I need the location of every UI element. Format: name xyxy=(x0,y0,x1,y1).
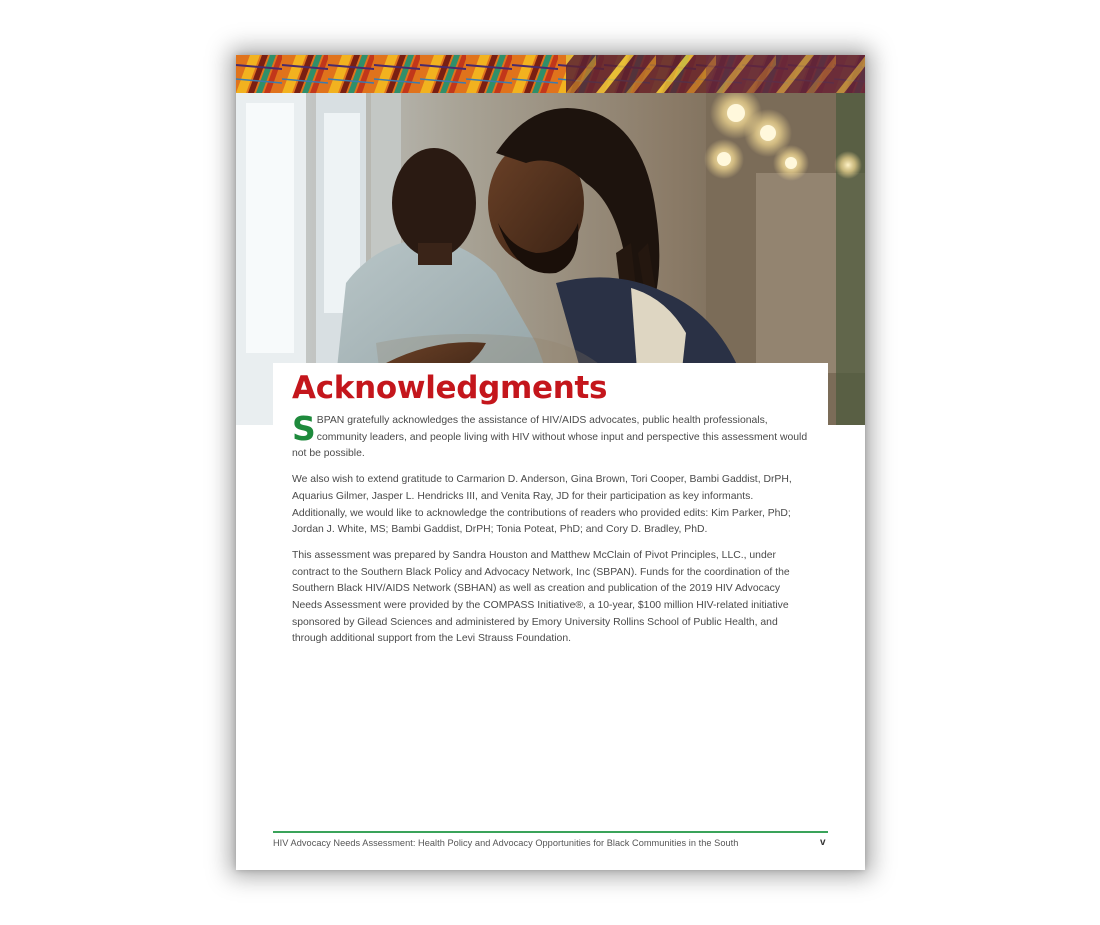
page-title: Acknowledgments xyxy=(292,370,608,406)
paragraph-2: We also wish to extend gratitude to Carmarion D. Anderson, Gina Brown, Tori Cooper, Bambi Gaddist, DrPH, Aquarius Gilmer, Jasper L. Hendricks III, and Venita Ray, JD for their participation as key informants. Additionally, we would like to acknowledge the contributions of readers who provided edits: Kim Parker, PhD; Jordan J. White, MS; Bambi Gaddist, DrPH; Tonia Poteat, PhD; and Cory D. Bradley, PhD. xyxy=(292,474,792,536)
drop-cap: S xyxy=(292,409,316,448)
page-number: v xyxy=(820,837,826,848)
paragraph-3: This assessment was prepared by Sandra Houston and Matthew McClain of Pivot Principles, LLC., under contract to the Southern Black Policy and Advocacy Network, Inc (SBPAN). Funds for the coordination of the Southern Black HIV/AIDS Network (SBHAN) as well as creation and publication of the 2019 HIV Advocacy Needs Assessment were provided by the COMPASS Initiative®, a 10-year, $100 million HIV-related initiative sponsored by Gilead Sciences and administered by Emory University Rollins School of Public Health, and through additional support from the Levi Strauss Foundation. xyxy=(292,549,790,645)
body-text xyxy=(292,409,810,657)
footer-running-title: HIV Advocacy Needs Assessment: Health Policy and Advocacy Opportunities for Black Communities in the South xyxy=(273,838,739,848)
footer-rule xyxy=(273,831,828,833)
kente-pattern-graphic xyxy=(236,55,865,93)
paragraph-1-text: BPAN gratefully acknowledges the assistance of HIV/AIDS advocates, public health professionals, community leaders, and people living with HIV without whose input and perspective this assessment would not be possible. xyxy=(292,415,808,460)
document-page xyxy=(236,55,865,870)
kente-cloth-banner xyxy=(236,55,865,93)
paragraph-1 xyxy=(292,409,810,463)
